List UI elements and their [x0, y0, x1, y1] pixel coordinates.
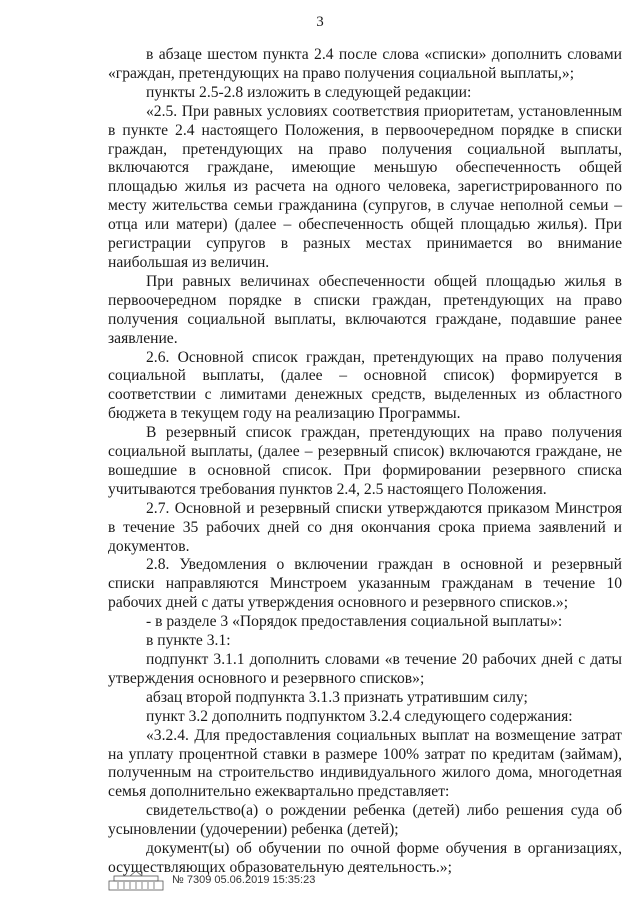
- document-footer: [108, 868, 508, 892]
- paragraph: подпункт 3.1.1 дополнить словами «в течение 20 рабочих дней с даты утверждения основного и резервного списков»;: [108, 651, 622, 687]
- paragraph: пункт 3.2 дополнить подпунктом 3.2.4 следующего содержания:: [146, 707, 573, 725]
- document-body: [108, 46, 622, 878]
- paragraph: в абзаце шестом пункта 2.4 после слова «списки» дополнить словами «граждан, претендующих на право получения социальной выплаты,»;: [108, 46, 622, 82]
- paragraph: документ(ы) об обучении по очной форме обучения в организациях, осуществляющих образовательную деятельность.»;: [108, 840, 622, 876]
- paragraph: «2.5. При равных условиях соответствия приоритетам, установленным в пункте 2.4 настоящего Положения, в первоочередном порядке в списки граждан, претендующих на право получения социальной выплаты, включаются граждане, имеющие меньшую обеспеченность общей площадью жилья из расчета на одного человека, зарегистрированного по месту жительства семьи гражданина (супругов, в случае неполной семьи – отца или матери) (далее – обеспеченность общей площадью жилья). При регистрации супругов в разных местах принимается во внимание наибольшая из величин.: [108, 102, 622, 271]
- paragraph: пункты 2.5-2.8 изложить в следующей редакции:: [146, 83, 472, 101]
- paragraph: В резервный список граждан, претендующих на право получения социальной выплаты, (далее – резервный список) включаются граждане, не вошедшие в основной список. При формировании резервного списка учитываются требования пунктов 2.4, 2.5 настоящего Положения.: [108, 424, 622, 498]
- paragraph: 2.7. Основной и резервный списки утверждаются приказом Минстроя в течение 35 рабочих дней со дня окончания срока приема заявлений и документов.: [108, 499, 622, 555]
- paragraph: в пункте 3.1:: [146, 632, 231, 650]
- document-registration-ref: № 7309 05.06.2019 15:35:23: [172, 874, 316, 886]
- paragraph: 2.6. Основной список граждан, претендующих на право получения социальной выплаты, (далее – основной список) формируется в соответствии с лимитами денежных средств, выделенных из областного бюджета в текущем году на реализацию Программы.: [108, 348, 622, 423]
- building-stamp-icon: [108, 869, 164, 891]
- paragraph: 2.8. Уведомления о включении граждан в основной и резервный списки направляются Минстроем указанным гражданам в течение 10 рабочих дней с даты утверждения основного и резервного списков.»;: [108, 556, 622, 612]
- paragraph: «3.2.4. Для предоставления социальных выплат на возмещение затрат на уплату процентной ставки в размере 100% затрат по кредитам (займам), полученным на строительство индивидуального жилого дома, многодетная семья дополнительно ежеквартально представляет:: [108, 726, 622, 801]
- paragraph: свидетельство(а) о рождении ребенка (детей) либо решения суда об усыновлении (удочерении) ребенка (детей);: [108, 802, 622, 839]
- paragraph: - в разделе 3 «Порядок предоставления социальной выплаты»:: [146, 613, 563, 631]
- paragraph: При равных величинах обеспеченности общей площадью жилья в первоочередном порядке в списки граждан, претендующих на право получения социальной выплаты, включаются граждане, подавшие ранее заявление.: [108, 272, 622, 347]
- page-number: 3: [316, 14, 324, 30]
- paragraph: абзац второй подпункта 3.1.3 признать утратившим силу;: [146, 688, 528, 706]
